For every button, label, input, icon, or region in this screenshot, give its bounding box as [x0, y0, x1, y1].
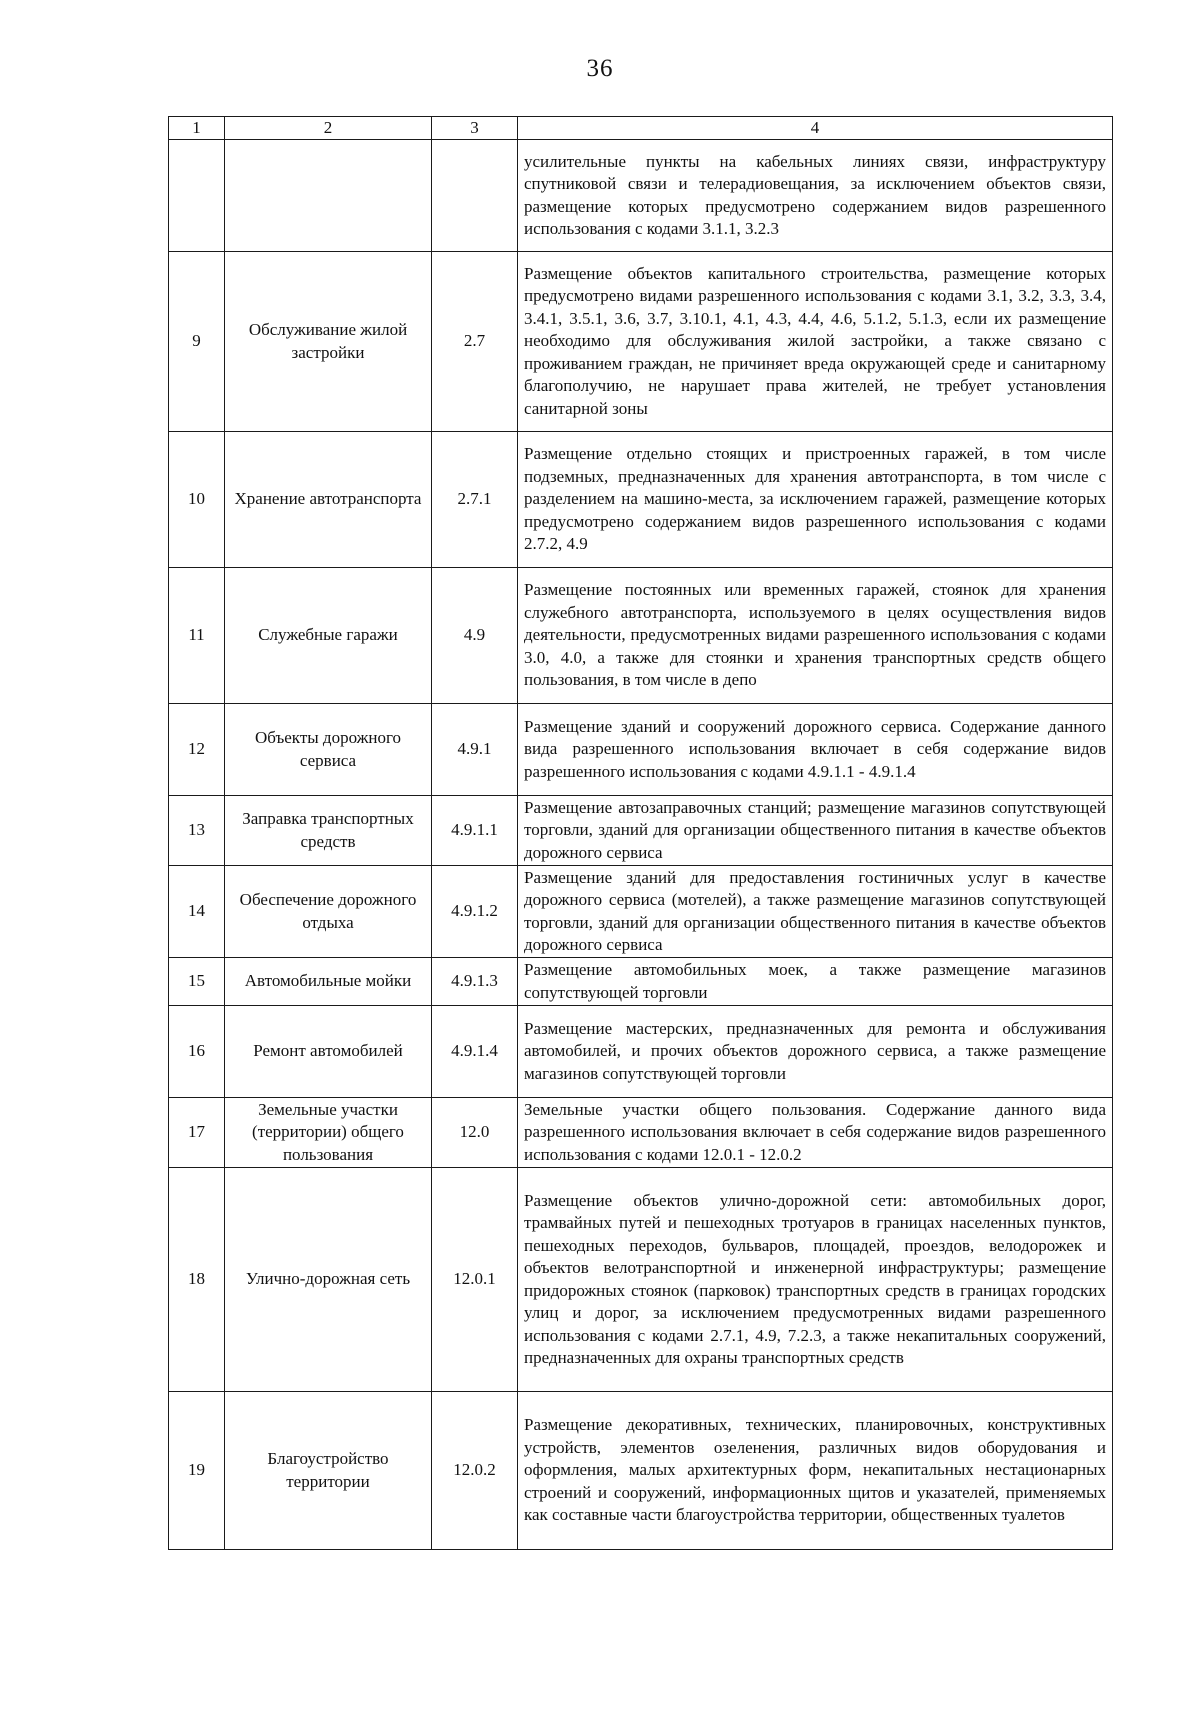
row-name: Служебные гаражи [225, 568, 432, 704]
row-code: 12.0 [432, 1098, 518, 1168]
table-row [169, 432, 1113, 568]
row-description: Земельные участки общего пользования. Содержание данного вида разрешенного использования включает в себя содержание видов разрешенного использования с кодами 12.0.1 - 12.0.2 [518, 1098, 1113, 1168]
row-description: Размещение зданий для предоставления гостиничных услуг в качестве дорожного сервиса (мотелей), а также размещение магазинов сопутствующей торговли, зданий для организации общественного питания в качестве объектов дорожного сервиса [518, 866, 1113, 958]
header-col-1: 1 [169, 117, 225, 140]
row-number: 10 [169, 432, 225, 568]
continuation-name-cell [225, 140, 432, 252]
continuation-desc: усилительные пункты на кабельных линиях связи, инфраструктуру спутниковой связи и телерадиовещания, за исключением объектов связи, размещение которых предусмотрено содержанием видов разрешенного использования с кодами 3.1.1, 3.2.3 [518, 140, 1113, 252]
row-number: 13 [169, 796, 225, 866]
table-row [169, 866, 1113, 958]
table-row [169, 1006, 1113, 1098]
row-number: 9 [169, 252, 225, 432]
row-code: 4.9.1.4 [432, 1006, 518, 1098]
row-name: Благоустройство территории [225, 1392, 432, 1550]
header-col-4: 4 [518, 117, 1113, 140]
row-code: 4.9.1.1 [432, 796, 518, 866]
table-row [169, 252, 1113, 432]
row-description: Размещение объектов улично-дорожной сети: автомобильных дорог, трамвайных путей и пешеходных тротуаров в границах населенных пунктов, пешеходных переходов, бульваров, площадей, проездов, велодорожек и объектов велотранспортной и инженерной инфраструктуры; размещение придорожных стоянок (парковок) транспортных средств в границах городских улиц и дорог, за исключением предусмотренных видами разрешенного использования с кодами 2.7.1, 4.9, 7.2.3, а также некапитальных сооружений, предназначенных для охраны транспортных средств [518, 1168, 1113, 1392]
row-name: Улично-дорожная сеть [225, 1168, 432, 1392]
row-number: 16 [169, 1006, 225, 1098]
row-description: Размещение отдельно стоящих и пристроенных гаражей, в том числе подземных, предназначенных для хранения автотранспорта, в том числе с разделением на машино-места, за исключением гаражей, размещение которых предусмотрено содержанием видов разрешенного использования с кодами 2.7.2, 4.9 [518, 432, 1113, 568]
table-row [169, 958, 1113, 1006]
row-number: 19 [169, 1392, 225, 1550]
row-number: 14 [169, 866, 225, 958]
row-code: 2.7 [432, 252, 518, 432]
row-number: 11 [169, 568, 225, 704]
row-name: Земельные участки (территории) общего пользования [225, 1098, 432, 1168]
row-name: Хранение автотранспорта [225, 432, 432, 568]
row-description: Размещение постоянных или временных гаражей, стоянок для хранения служебного автотранспорта, используемого в целях осуществления видов деятельности, предусмотренных видами разрешенного использования с кодами 3.0, 4.0, а также для стоянки и хранения транспортных средств общего пользования, в том числе в депо [518, 568, 1113, 704]
row-code: 4.9.1 [432, 704, 518, 796]
row-number: 15 [169, 958, 225, 1006]
row-name: Автомобильные мойки [225, 958, 432, 1006]
row-number: 12 [169, 704, 225, 796]
land-use-table [168, 116, 1113, 1550]
row-description: Размещение объектов капитального строительства, размещение которых предусмотрено видами разрешенного использования с кодами 3.1, 3.2, 3.3, 3.4, 3.4.1, 3.5.1, 3.6, 3.7, 3.10.1, 4.1, 4.3, 4.4, 4.6, 5.1.2, 5.1.3, если их размещение необходимо для обслуживания жилой застройки, а также связано с проживанием граждан, не причиняет вреда окружающей среде и санитарному благополучию, не нарушает права жителей, не требует установления санитарной зоны [518, 252, 1113, 432]
row-description: Размещение автомобильных моек, а также размещение магазинов сопутствующей торговли [518, 958, 1113, 1006]
row-code: 12.0.1 [432, 1168, 518, 1392]
table-row-continuation [169, 140, 1113, 252]
table-row [169, 1392, 1113, 1550]
row-description: Размещение декоративных, технических, планировочных, конструктивных устройств, элементов озеленения, различных видов оборудования и оформления, малых архитектурных форм, некапитальных нестационарных строений и сооружений, информационных щитов и указателей, применяемых как составные части благоустройства территории, общественных туалетов [518, 1392, 1113, 1550]
row-name: Ремонт автомобилей [225, 1006, 432, 1098]
row-description: Размещение автозаправочных станций; размещение магазинов сопутствующей торговли, зданий для организации общественного питания в качестве объектов дорожного сервиса [518, 796, 1113, 866]
row-name: Обеспечение дорожного отдыха [225, 866, 432, 958]
table-row [169, 796, 1113, 866]
row-description: Размещение зданий и сооружений дорожного сервиса. Содержание данного вида разрешенного использования включает в себя содержание видов разрешенного использования с кодами 4.9.1.1 - 4.9.1.4 [518, 704, 1113, 796]
table-row [169, 1168, 1113, 1392]
table-row [169, 1098, 1113, 1168]
page-number: 36 [586, 55, 614, 82]
header-row [169, 117, 1113, 140]
row-number: 18 [169, 1168, 225, 1392]
row-name: Заправка транспортных средств [225, 796, 432, 866]
row-code: 4.9.1.3 [432, 958, 518, 1006]
table-row [169, 568, 1113, 704]
row-code: 2.7.1 [432, 432, 518, 568]
row-name: Обслуживание жилой застройки [225, 252, 432, 432]
row-name: Объекты дорожного сервиса [225, 704, 432, 796]
row-code: 4.9.1.2 [432, 866, 518, 958]
table-row [169, 704, 1113, 796]
header-col-3: 3 [432, 117, 518, 140]
row-description: Размещение мастерских, предназначенных для ремонта и обслуживания автомобилей, и прочих объектов дорожного сервиса, а также размещение магазинов сопутствующей торговли [518, 1006, 1113, 1098]
row-number: 17 [169, 1098, 225, 1168]
continuation-code-cell [432, 140, 518, 252]
continuation-num-cell [169, 140, 225, 252]
row-code: 4.9 [432, 568, 518, 704]
header-col-2: 2 [225, 117, 432, 140]
row-code: 12.0.2 [432, 1392, 518, 1550]
